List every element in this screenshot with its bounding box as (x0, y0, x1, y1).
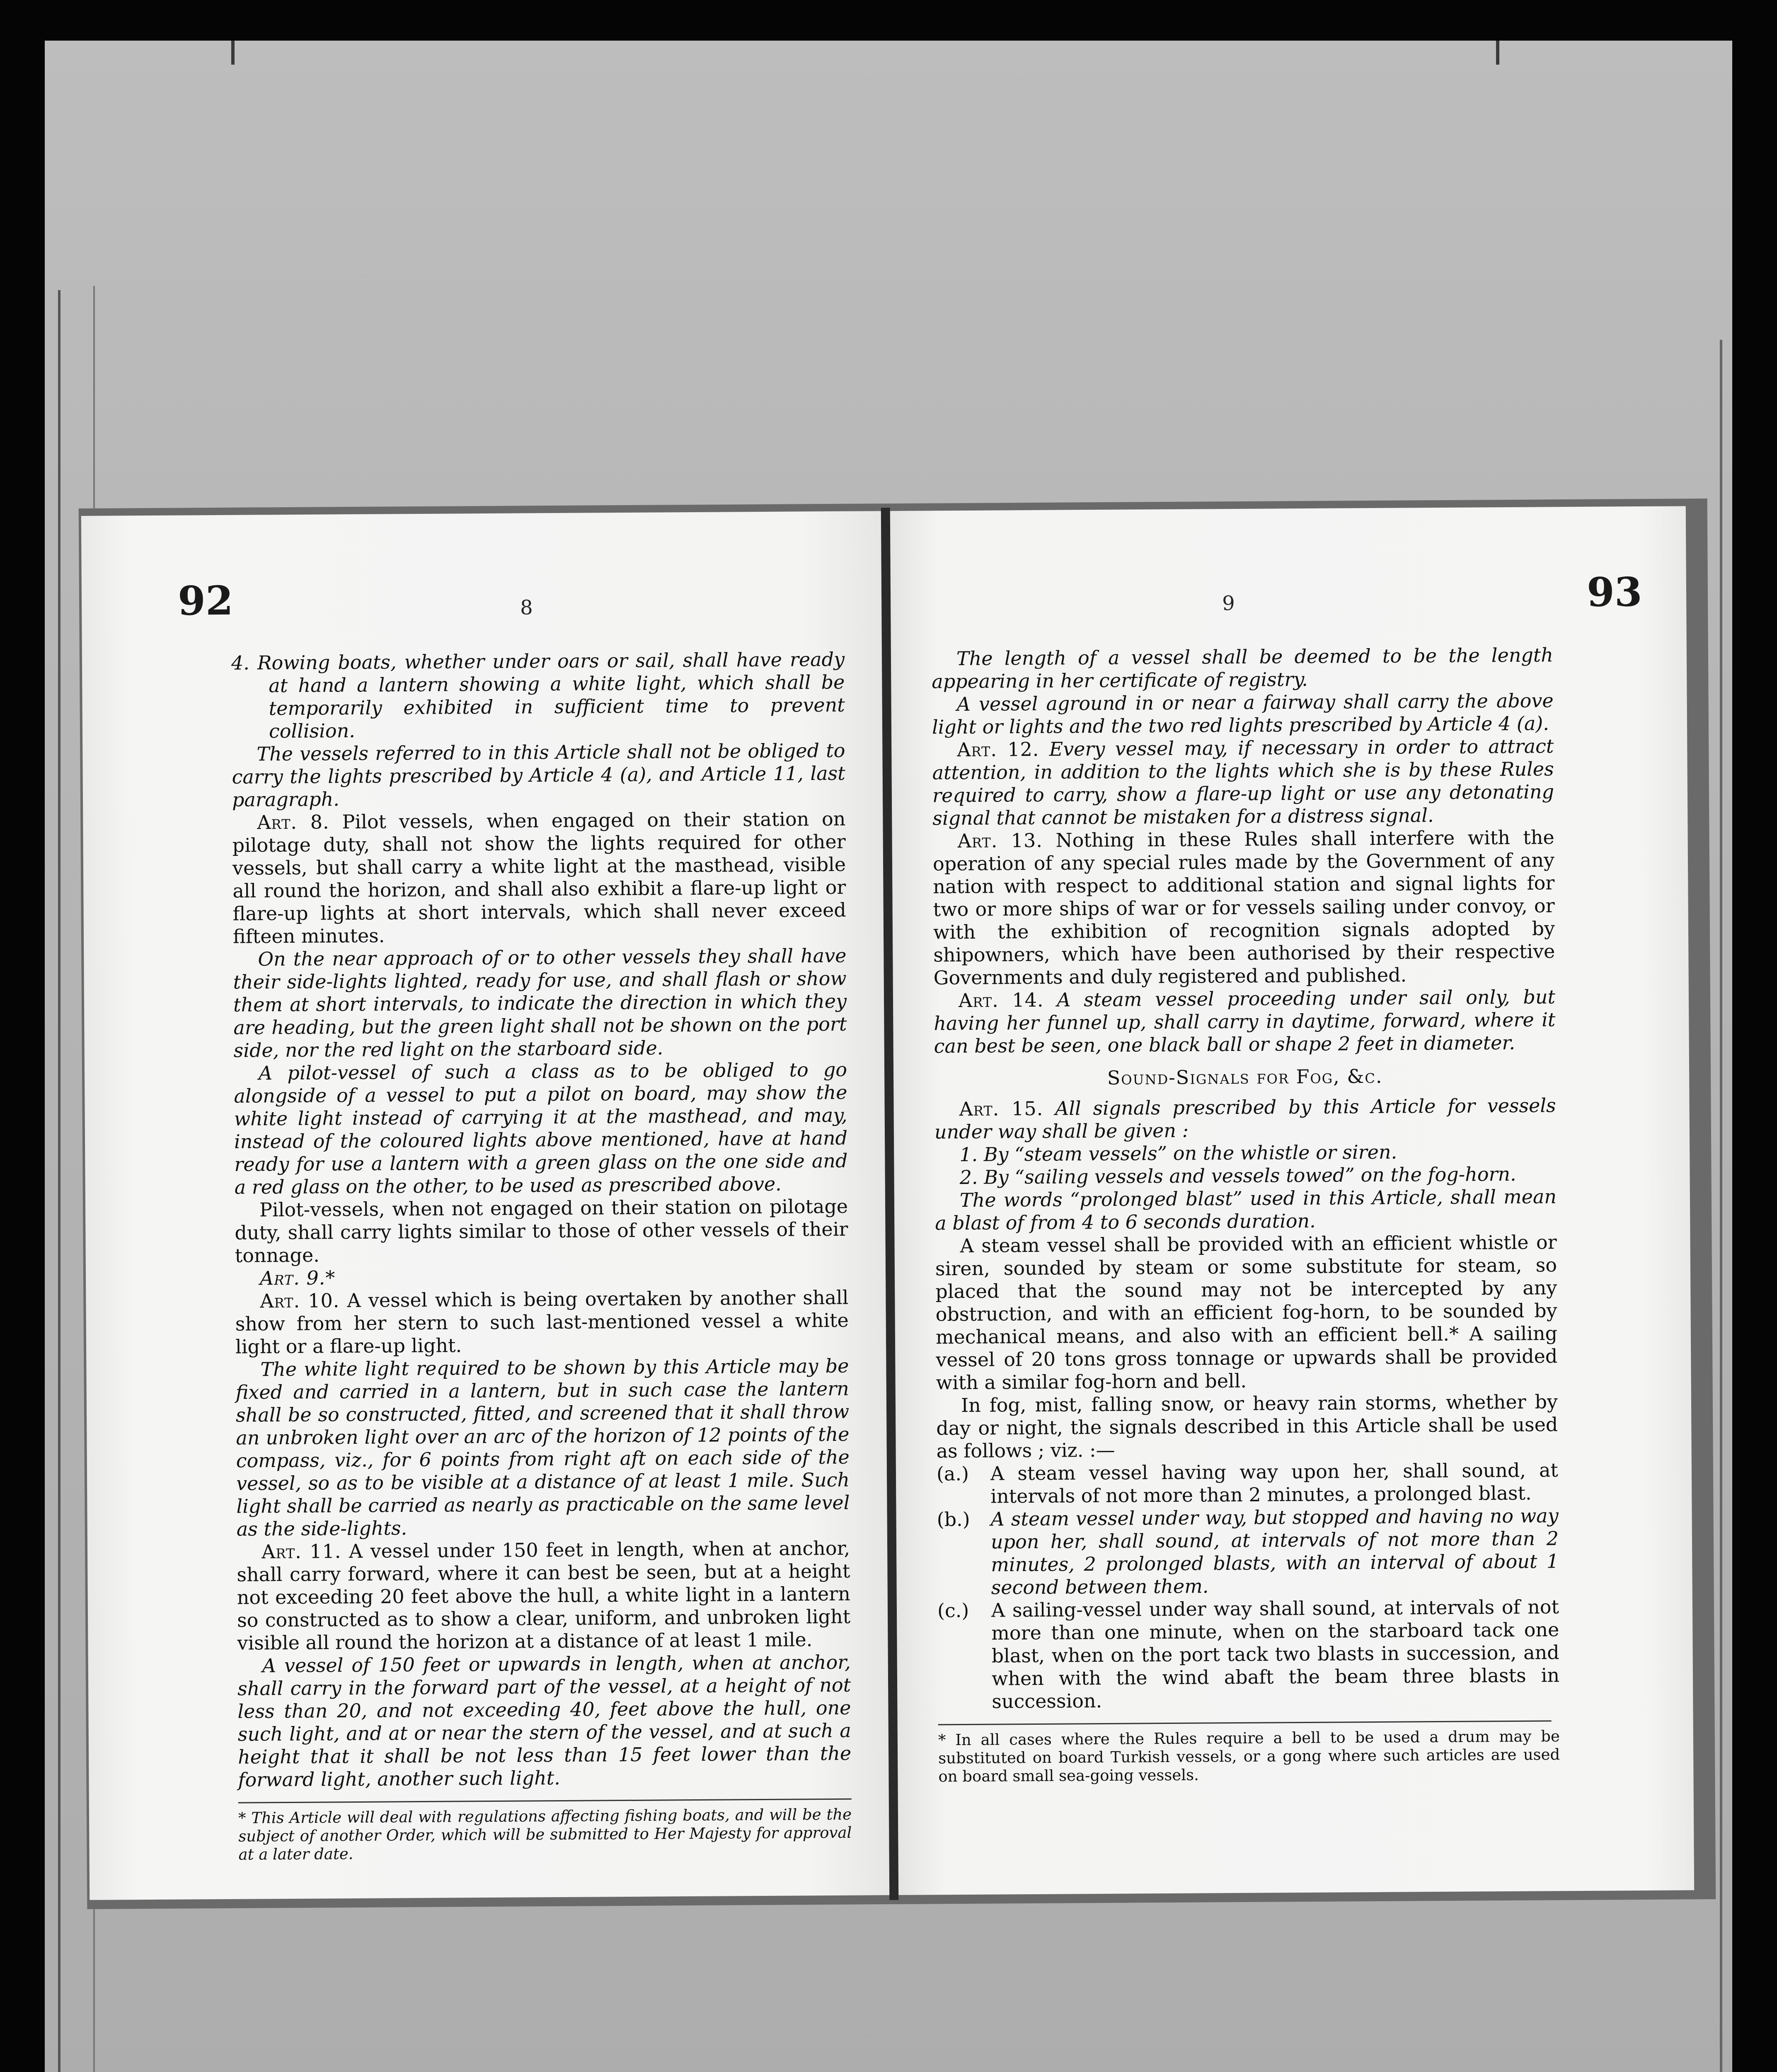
left-text-column (231, 648, 852, 1864)
footnote-rule (938, 1720, 1552, 1725)
paragraph: 2. By “sailing vessels and vessels towed” on the fog-horn. (959, 1162, 1516, 1189)
article-label: Art. 12. (957, 738, 1039, 761)
paragraph (232, 808, 846, 948)
list-item (937, 1459, 1559, 1508)
film-tick-mark (1496, 41, 1499, 65)
paragraph: A steam vessel shall be provided with an efficient whistle or siren, sounded by steam or some substitute for steam, so placed that the sound may not be intercepted by any obstruction, and with an efficient fog-horn, to be sounded by mechanical means, and also with an efficient bell.* A sailing vessel of 20 tons gross tonnage or upwards shall be provided with a similar fog-horn and bell. (935, 1231, 1558, 1394)
paragraph: The white light required to be shown by this Article may be fixed and carried in a lantern, but in such case the lantern shall be so constructed, fitted, and screened that it shall throw an unbroken light over an arc of the horizon of 12 points of the compass, viz., for 6 points from right aft on each side of the vessel, so as to be visible at a distance of at least 1 mile. Such light shall be carried as nearly as practicable on the same level as the side-lights. (235, 1354, 850, 1540)
list-item-text: A sailing-vessel under way shall sound, at intervals of not more than one minute, when on the starboard tack one blast, when on the port tack two blasts in succession, and when with the wind abaft the beam three blasts in succession. (991, 1595, 1560, 1713)
paragraph: In fog, mist, falling snow, or heavy rain storms, whether by day or night, the signals described in this Article shall be used as follows ; viz. :— (936, 1390, 1558, 1462)
list-marker: (c.) (937, 1599, 969, 1622)
article-text: All signals prescribed by this Article for vessels under way shall be given : (934, 1094, 1556, 1143)
right-page (890, 506, 1694, 1895)
paragraph: 1. By “steam vessels” on the whistle or siren. (959, 1140, 1397, 1166)
article-label: Art. 8. (257, 811, 329, 834)
article-label: Art. 15. (959, 1097, 1043, 1121)
paragraph: The vessels referred to in this Article shall not be obliged to carry the lights prescribed by Article 4 (a), and Article 11, last paragraph. (232, 739, 845, 811)
paragraph (934, 1094, 1556, 1143)
page-number: 8 (520, 596, 533, 620)
paragraph (235, 1286, 849, 1358)
paragraph (934, 985, 1556, 1058)
footnote-rule (238, 1798, 852, 1803)
open-book-spread (79, 499, 1716, 1909)
paragraph: Pilot-vessels, when not engaged on their station on pilotage duty, shall carry lights similar to those of other vessels of their tonnage. (235, 1195, 848, 1267)
archive-page-number: 92 (177, 577, 234, 625)
left-footnote: * This Article will deal with regulations affecting fishing boats, and will be the subject of another Order, which will be submitted to Her Majesty for approval at a later date. (238, 1805, 852, 1864)
paragraph: The length of a vessel shall be deemed to be the length appearing in her certificate of registry. (932, 644, 1554, 693)
article-text: Nothing in these Rules shall interfere with the operation of any special rules made by the Government of any nation with respect to additional station and signal lights for two or more ships of war or for vessels sailing under convoy, or with the exhibition of recognition signals adopted by shipowners, which have been authorised by their respective Governments and duly registered and published. (932, 826, 1555, 989)
archive-page-number: 93 (1586, 568, 1642, 616)
list-marker: (b.) (937, 1508, 970, 1531)
paragraph: A pilot-vessel of such a class as to be obliged to go alongside of a vessel to put a pilot on board, may show the white light instead of carrying it at the masthead, and may, instead of the coloured lights above mentioned, have at hand ready for use a lantern with a green glass on the one side and a red glass on the other, to be used as prescribed above. (234, 1058, 848, 1198)
article-label: Art. 10. (260, 1289, 340, 1312)
page-number: 9 (1222, 591, 1235, 615)
list-item-text: A steam vessel under way, but stopped and having no way upon her, shall sound, at intervals of not more than 2 minutes, 2 prolonged blasts, with an interval of about 1 second between them. (990, 1504, 1559, 1599)
article-label: Art. 13. (957, 829, 1043, 852)
left-page (81, 511, 889, 1900)
right-footnote: * In all cases where the Rules require a bell to be used a drum may be substituted on board Turkish vessels, or a gong where such articles are used on board small sea-going vessels. (938, 1727, 1560, 1786)
list-item (937, 1504, 1559, 1599)
article-label: Art. 9.* (259, 1266, 336, 1290)
film-tick-mark (231, 41, 235, 65)
section-heading: Sound-Signals for Fog, &c. (1107, 1065, 1383, 1089)
article-text: Every vessel may, if necessary in order to attract attention, in addition to the lights which she is by these Rules required to carry, show a flare-up light or use any detonating signal that cannot be mistaken for a distress signal. (932, 735, 1554, 830)
paragraph (932, 826, 1555, 989)
article-text: Pilot vessels, when engaged on their station on pilotage duty, shall not show the lights required for other vessels, but shall carry a white light at the masthead, visible all round the horizon, and shall also exhibit a flare-up light or flare-up lights at short intervals, which shall never exceed fifteen minutes. (232, 807, 846, 948)
film-edge-line (58, 290, 61, 2072)
article-text: A vessel which is being overtaken by another shall show from her stern to such last-mentioned vessel a white light or a flare-up light. (235, 1286, 849, 1358)
paragraph: A vessel aground in or near a fairway shall carry the above light or lights and the two red lights prescribed by Article 4 (a). (932, 689, 1554, 738)
right-text-column (932, 644, 1560, 1786)
article-label: Art. 11. (261, 1540, 341, 1563)
paragraph (235, 1264, 848, 1290)
list-marker: (a.) (936, 1462, 969, 1485)
paragraph: On the near approach of or to other vessels they shall have their side-lights lighted, ready for use, and shall flash or show them at short intervals, to indicate the direction in which they are heading, but the green light shall not be shown on the port side, nor the red light on the starboard side. (233, 944, 847, 1062)
paragraph (237, 1537, 851, 1655)
list-item-text: A steam vessel having way upon her, shall sound, at intervals of not more than 2 minutes, a prolonged blast. (990, 1459, 1559, 1508)
paragraph (932, 735, 1554, 830)
paragraph: A vessel of 150 feet or upwards in length, when at anchor, shall carry in the forward part of the vessel, at a height of not less than 20, and not exceeding 40, feet above the hull, one such light, and at or near the stern of the vessel, and at such a height that it shall be not less than 15 feet lower than the forward light, another such light. (237, 1651, 852, 1791)
list-item (937, 1595, 1560, 1713)
film-edge-line (1720, 340, 1722, 2072)
article-text: A steam vessel proceeding under sail only, but having her funnel up, shall carry in daytime, forward, where it can best be seen, one black ball or shape 2 feet in diameter. (934, 985, 1556, 1058)
paragraph: 4. Rowing boats, whether under oars or sail, shall have ready at hand a lantern showing a white light, which shall be temporarily exhibited in sufficient time to prevent collision. (231, 648, 845, 743)
article-label: Art. 14. (958, 988, 1044, 1012)
paragraph: The words “prolonged blast” used in this Article, shall mean a blast of from 4 to 6 seconds duration. (935, 1185, 1557, 1234)
article-text: A vessel under 150 feet in length, when at anchor, shall carry forward, where it can best be seen, but at a height not exceeding 20 feet above the hull, a white light in a lantern so constructed as to show a clear, uniform, and unbroken light visible all round the horizon at a distance of at least 1 mile. (237, 1537, 851, 1654)
